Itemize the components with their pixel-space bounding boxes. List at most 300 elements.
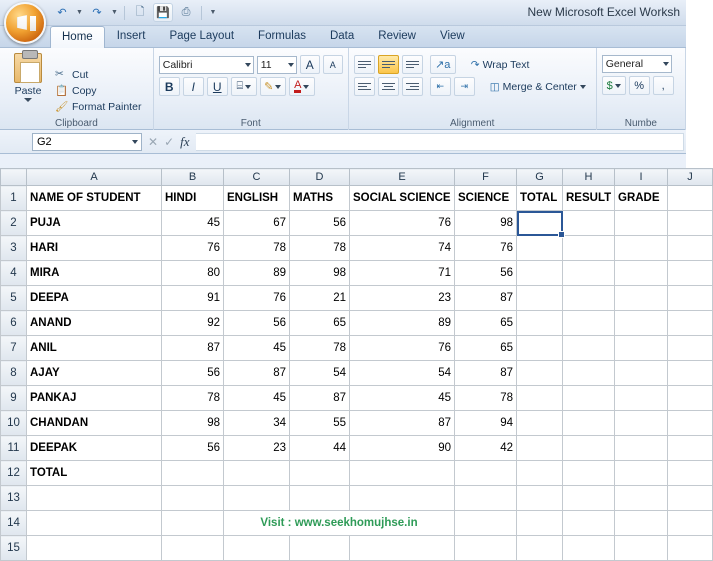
cell-j2[interactable] <box>668 211 713 236</box>
tab-page-layout[interactable]: Page Layout <box>169 30 235 42</box>
font-name-value: Calibri <box>162 58 193 71</box>
cell-j13[interactable] <box>668 486 713 511</box>
paste-label: Paste <box>14 85 42 97</box>
title-bar <box>0 0 686 26</box>
select-all-corner[interactable] <box>1 169 27 186</box>
cell-h9[interactable] <box>563 386 615 411</box>
cell-g8[interactable] <box>517 361 563 386</box>
cell-i6[interactable] <box>615 311 668 336</box>
cell-a1[interactable]: NAME OF STUDENT <box>27 186 162 211</box>
cell-b15[interactable] <box>162 536 224 561</box>
copy-button[interactable] <box>55 84 141 97</box>
cell-e12[interactable] <box>350 461 455 486</box>
fill-color-icon: ✎ <box>264 81 274 93</box>
cell-b5[interactable]: 91 <box>162 286 224 311</box>
redo-dropdown[interactable] <box>110 3 119 22</box>
font-color-icon: A <box>294 79 302 91</box>
cell-c13[interactable] <box>224 486 290 511</box>
increase-indent-icon: ⇥ <box>460 81 469 91</box>
table-row <box>1 411 713 436</box>
shrink-font-button[interactable] <box>323 55 343 74</box>
tab-insert[interactable]: Insert <box>116 30 146 42</box>
cell-j5[interactable] <box>668 286 713 311</box>
align-center-button[interactable] <box>378 77 399 96</box>
number-format-value: General <box>605 58 644 70</box>
cell-i2[interactable] <box>615 211 668 236</box>
shrink-font-icon: A <box>329 59 336 70</box>
cell-b2[interactable]: 45 <box>162 211 224 236</box>
cell-a11[interactable]: DEEPAK <box>27 436 162 461</box>
column-header-f[interactable]: F <box>455 169 517 186</box>
row-header-11[interactable]: 11 <box>1 436 27 461</box>
cell-d2[interactable]: 56 <box>290 211 350 236</box>
cell-a8[interactable]: AJAY <box>27 361 162 386</box>
cell-d13[interactable] <box>290 486 350 511</box>
wrap-text-button[interactable] <box>467 57 534 73</box>
cut-label: Cut <box>72 68 89 81</box>
redo-button[interactable] <box>87 3 107 22</box>
group-label-alignment: Alignment <box>449 118 495 129</box>
cell-g10[interactable] <box>517 411 563 436</box>
save-icon: 💾 <box>156 7 170 19</box>
format-painter-button[interactable] <box>55 100 141 113</box>
align-center-icon <box>382 81 395 92</box>
cell-c6[interactable]: 56 <box>224 311 290 336</box>
cell-d10[interactable]: 55 <box>290 411 350 436</box>
cell-g3[interactable] <box>517 236 563 261</box>
cell-h10[interactable] <box>563 411 615 436</box>
chevron-down-icon <box>24 98 32 102</box>
comma-icon: , <box>661 79 665 92</box>
cell-e5[interactable]: 23 <box>350 286 455 311</box>
cell-h2[interactable] <box>563 211 615 236</box>
toolbar-separator <box>124 6 125 20</box>
cell-g2[interactable] <box>517 211 563 236</box>
number-format-combo[interactable] <box>602 55 672 73</box>
cell-i12[interactable] <box>615 461 668 486</box>
wrap-text-icon: ↷ <box>470 58 480 71</box>
row-header-3[interactable]: 3 <box>1 236 27 261</box>
group-alignment <box>349 48 597 130</box>
cell-b9[interactable]: 78 <box>162 386 224 411</box>
paintbrush-icon: 🖌 <box>55 101 69 113</box>
cell-h14[interactable] <box>563 511 615 536</box>
undo-dropdown[interactable] <box>75 3 84 22</box>
new-document-icon: 🗋 <box>135 6 145 18</box>
spreadsheet-grid[interactable] <box>0 168 693 554</box>
row-header-8[interactable]: 8 <box>1 361 27 386</box>
cell-g4[interactable] <box>517 261 563 286</box>
cell-e13[interactable] <box>350 486 455 511</box>
row-header-12[interactable]: 12 <box>1 461 27 486</box>
column-header-c[interactable]: C <box>224 169 290 186</box>
cell-a2[interactable]: PUJA <box>27 211 162 236</box>
italic-label: I <box>191 79 195 94</box>
tab-view[interactable]: View <box>440 30 465 42</box>
cell-f1[interactable]: SCIENCE <box>455 186 517 211</box>
row-header-4[interactable]: 4 <box>1 261 27 286</box>
bold-button[interactable] <box>159 77 180 96</box>
row-header-1[interactable]: 1 <box>1 186 27 211</box>
cell-a9[interactable]: PANKAJ <box>27 386 162 411</box>
cell-h6[interactable] <box>563 311 615 336</box>
column-header-a[interactable]: A <box>27 169 162 186</box>
enter-formula-icon[interactable]: ✓ <box>164 134 175 149</box>
cell-e9[interactable]: 45 <box>350 386 455 411</box>
tab-home[interactable]: Home <box>50 26 105 48</box>
cell-h7[interactable] <box>563 336 615 361</box>
align-right-icon <box>406 81 419 92</box>
cell-b4[interactable]: 80 <box>162 261 224 286</box>
ribbon-tabs <box>0 26 686 48</box>
cell-e10[interactable]: 87 <box>350 411 455 436</box>
merge-center-label: Merge & Center <box>502 80 577 93</box>
chevron-down-icon <box>288 63 294 67</box>
chevron-down-icon <box>245 63 251 67</box>
borders-icon: ⌸ <box>236 80 244 92</box>
cell-g12[interactable] <box>517 461 563 486</box>
cell-f2[interactable]: 98 <box>455 211 517 236</box>
cell-f15[interactable] <box>455 536 517 561</box>
cell-g14[interactable] <box>517 511 563 536</box>
cell-e2[interactable]: 76 <box>350 211 455 236</box>
percent-icon: % <box>634 79 645 92</box>
cell-d12[interactable] <box>290 461 350 486</box>
table-row <box>1 286 713 311</box>
cell-c12[interactable] <box>224 461 290 486</box>
cell-d5[interactable]: 21 <box>290 286 350 311</box>
cell-f8[interactable]: 87 <box>455 361 517 386</box>
tab-formulas[interactable]: Formulas <box>258 30 306 42</box>
cancel-formula-icon[interactable]: ✕ <box>148 134 159 149</box>
cell-a14[interactable] <box>27 511 162 536</box>
row-header-7[interactable]: 7 <box>1 336 27 361</box>
cell-a6[interactable]: ANAND <box>27 311 162 336</box>
cell-i14[interactable] <box>615 511 668 536</box>
column-header-g[interactable]: G <box>517 169 563 186</box>
cell-c2[interactable]: 67 <box>224 211 290 236</box>
cell-f7[interactable]: 65 <box>455 336 517 361</box>
currency-icon: $ <box>606 79 613 92</box>
chevron-down-icon <box>132 140 138 144</box>
borders-button[interactable] <box>231 77 257 96</box>
cell-i7[interactable] <box>615 336 668 361</box>
formula-input[interactable] <box>196 133 684 151</box>
cell-g13[interactable] <box>517 486 563 511</box>
cell-d4[interactable]: 98 <box>290 261 350 286</box>
chevron-down-icon <box>275 85 281 89</box>
print-button[interactable] <box>176 3 196 22</box>
row-header-2[interactable]: 2 <box>1 211 27 236</box>
cell-f14[interactable] <box>455 511 517 536</box>
cell-f5[interactable]: 87 <box>455 286 517 311</box>
cell-i15[interactable] <box>615 536 668 561</box>
new-button[interactable] <box>130 3 150 22</box>
table-row <box>1 261 713 286</box>
watermark-text: Visit : www.seekhomujhse.in <box>224 511 455 536</box>
align-bottom-icon <box>406 59 419 70</box>
column-header-h[interactable]: H <box>563 169 615 186</box>
cell-b13[interactable] <box>162 486 224 511</box>
cell-j10[interactable] <box>668 411 713 436</box>
column-header-j[interactable]: J <box>668 169 713 186</box>
grow-font-button[interactable] <box>300 55 320 74</box>
cell-c9[interactable]: 45 <box>224 386 290 411</box>
cell-f13[interactable] <box>455 486 517 511</box>
font-color-button[interactable] <box>289 77 315 96</box>
chevron-down-icon <box>303 85 309 89</box>
row-header-14[interactable]: 14 <box>1 511 27 536</box>
insert-function-icon[interactable]: fx <box>180 133 190 149</box>
cell-d15[interactable] <box>290 536 350 561</box>
cell-j3[interactable] <box>668 236 713 261</box>
cell-b8[interactable]: 56 <box>162 361 224 386</box>
column-header-i[interactable]: I <box>615 169 668 186</box>
chevron-down-icon <box>663 62 669 66</box>
column-header-b[interactable]: B <box>162 169 224 186</box>
comma-button[interactable] <box>653 76 674 95</box>
cell-g1[interactable]: TOTAL <box>517 186 563 211</box>
group-label-number: Numbe <box>624 118 657 129</box>
cell-c1[interactable]: ENGLISH <box>224 186 290 211</box>
cell-b11[interactable]: 56 <box>162 436 224 461</box>
cell-c5[interactable]: 76 <box>224 286 290 311</box>
cell-i11[interactable] <box>615 436 668 461</box>
merge-center-icon: ◫ <box>489 80 500 93</box>
cell-a13[interactable] <box>27 486 162 511</box>
cell-j9[interactable] <box>668 386 713 411</box>
group-font <box>154 48 349 130</box>
align-bottom-button[interactable] <box>402 55 423 74</box>
cell-b3[interactable]: 76 <box>162 236 224 261</box>
align-left-button[interactable] <box>354 77 375 96</box>
cell-h11[interactable] <box>563 436 615 461</box>
cell-h5[interactable] <box>563 286 615 311</box>
cell-j12[interactable] <box>668 461 713 486</box>
cell-e11[interactable]: 90 <box>350 436 455 461</box>
cell-e1[interactable]: SOCIAL SCIENCE <box>350 186 455 211</box>
bold-label: B <box>164 79 174 94</box>
cell-a5[interactable]: DEEPA <box>27 286 162 311</box>
row-header-6[interactable]: 6 <box>1 311 27 336</box>
row-header-10[interactable]: 10 <box>1 411 27 436</box>
group-label-font: Font <box>240 118 261 129</box>
cell-i10[interactable] <box>615 411 668 436</box>
align-right-button[interactable] <box>402 77 423 96</box>
formula-bar-buttons <box>142 134 196 150</box>
cell-g15[interactable] <box>517 536 563 561</box>
cell-h13[interactable] <box>563 486 615 511</box>
copy-label: Copy <box>72 84 97 97</box>
merge-center-button[interactable] <box>486 79 590 95</box>
cell-d11[interactable]: 44 <box>290 436 350 461</box>
table-row <box>1 461 713 486</box>
cell-b12[interactable] <box>162 461 224 486</box>
cell-d9[interactable]: 87 <box>290 386 350 411</box>
table-row <box>1 336 713 361</box>
chevron-down-icon: ▼ <box>111 9 118 16</box>
cell-e3[interactable]: 74 <box>350 236 455 261</box>
cell-c15[interactable] <box>224 536 290 561</box>
cell-a3[interactable]: HARI <box>27 236 162 261</box>
font-size-combo[interactable] <box>257 56 297 74</box>
cell-b6[interactable]: 92 <box>162 311 224 336</box>
tab-data[interactable]: Data <box>329 30 355 42</box>
increase-indent-button[interactable] <box>454 77 475 96</box>
cell-j11[interactable] <box>668 436 713 461</box>
row-header-9[interactable]: 9 <box>1 386 27 411</box>
cell-a4[interactable]: MIRA <box>27 261 162 286</box>
align-middle-icon <box>382 59 395 70</box>
cell-f11[interactable]: 42 <box>455 436 517 461</box>
row-header-15[interactable]: 15 <box>1 536 27 561</box>
cell-i4[interactable] <box>615 261 668 286</box>
group-number <box>597 48 686 130</box>
group-clipboard <box>0 48 154 130</box>
window-title: New Microsoft Excel Worksh <box>527 5 680 19</box>
cell-c4[interactable]: 89 <box>224 261 290 286</box>
decrease-indent-button[interactable] <box>430 77 451 96</box>
cell-a15[interactable] <box>27 536 162 561</box>
undo-button[interactable] <box>52 3 72 22</box>
cell-e15[interactable] <box>350 536 455 561</box>
column-header-row <box>1 169 713 186</box>
cell-d3[interactable]: 78 <box>290 236 350 261</box>
table-row <box>1 536 713 561</box>
cell-b14[interactable] <box>162 511 224 536</box>
cell-j8[interactable] <box>668 361 713 386</box>
cell-i5[interactable] <box>615 286 668 311</box>
cell-d8[interactable]: 54 <box>290 361 350 386</box>
chevron-down-icon <box>580 85 586 89</box>
cell-f10[interactable]: 94 <box>455 411 517 436</box>
cell-j1[interactable] <box>668 186 713 211</box>
cell-a7[interactable]: ANIL <box>27 336 162 361</box>
cell-h4[interactable] <box>563 261 615 286</box>
customize-quick-access-button[interactable] <box>207 3 219 22</box>
table-row <box>1 186 713 211</box>
cell-b10[interactable]: 98 <box>162 411 224 436</box>
table-row <box>1 511 713 536</box>
cell-c7[interactable]: 45 <box>224 336 290 361</box>
table-row <box>1 361 713 386</box>
cell-e6[interactable]: 89 <box>350 311 455 336</box>
name-box[interactable] <box>32 133 142 151</box>
wrap-text-label: Wrap Text <box>482 58 530 71</box>
align-middle-button[interactable] <box>378 55 399 74</box>
currency-button[interactable] <box>602 76 626 95</box>
table-row <box>1 311 713 336</box>
cell-j4[interactable] <box>668 261 713 286</box>
cell-b1[interactable]: HINDI <box>162 186 224 211</box>
cell-h8[interactable] <box>563 361 615 386</box>
cell-j7[interactable] <box>668 336 713 361</box>
cell-c11[interactable]: 23 <box>224 436 290 461</box>
decrease-indent-icon: ⇤ <box>436 81 445 91</box>
italic-button[interactable] <box>183 77 204 96</box>
cell-h3[interactable] <box>563 236 615 261</box>
cell-b7[interactable]: 87 <box>162 336 224 361</box>
cell-e8[interactable]: 54 <box>350 361 455 386</box>
chevron-down-icon: ▼ <box>76 9 83 16</box>
cell-g6[interactable] <box>517 311 563 336</box>
cell-j14[interactable] <box>668 511 713 536</box>
cell-e7[interactable]: 76 <box>350 336 455 361</box>
cell-h1[interactable]: RESULT <box>563 186 615 211</box>
column-header-e[interactable]: E <box>350 169 455 186</box>
row-header-13[interactable]: 13 <box>1 486 27 511</box>
tab-review[interactable]: Review <box>378 30 416 42</box>
copy-icon: 📋 <box>55 85 69 97</box>
orientation-icon: ↗a <box>435 59 451 71</box>
chevron-down-icon: ▼ <box>209 9 217 16</box>
underline-label: U <box>212 79 222 94</box>
orientation-button[interactable] <box>430 55 456 74</box>
cell-d6[interactable]: 65 <box>290 311 350 336</box>
format-painter-label: Format Painter <box>72 100 142 113</box>
font-name-combo[interactable] <box>159 56 254 74</box>
cell-f12[interactable] <box>455 461 517 486</box>
underline-button[interactable] <box>207 77 228 96</box>
cell-e4[interactable]: 71 <box>350 261 455 286</box>
cell-g5[interactable] <box>517 286 563 311</box>
cell-d1[interactable]: MATHS <box>290 186 350 211</box>
align-top-icon <box>358 59 371 70</box>
cell-j6[interactable] <box>668 311 713 336</box>
table-row <box>1 486 713 511</box>
cell-f4[interactable]: 56 <box>455 261 517 286</box>
cell-i8[interactable] <box>615 361 668 386</box>
cell-i13[interactable] <box>615 486 668 511</box>
toolbar-separator <box>201 6 202 20</box>
column-header-d[interactable]: D <box>290 169 350 186</box>
cut-button[interactable] <box>55 68 141 81</box>
cell-f6[interactable]: 65 <box>455 311 517 336</box>
office-button[interactable] <box>4 2 46 44</box>
cell-i1[interactable]: GRADE <box>615 186 668 211</box>
percent-button[interactable] <box>629 76 650 95</box>
table-row <box>1 211 713 236</box>
formula-bar <box>0 130 686 154</box>
save-button[interactable] <box>153 3 173 22</box>
cell-c8[interactable]: 87 <box>224 361 290 386</box>
fill-color-button[interactable] <box>260 77 286 96</box>
cell-h12[interactable] <box>563 461 615 486</box>
table-row <box>1 236 713 261</box>
cell-f3[interactable]: 76 <box>455 236 517 261</box>
cell-g9[interactable] <box>517 386 563 411</box>
align-top-button[interactable] <box>354 55 375 74</box>
cell-h15[interactable] <box>563 536 615 561</box>
cell-j15[interactable] <box>668 536 713 561</box>
cell-a12[interactable]: TOTAL <box>27 461 162 486</box>
cell-c10[interactable]: 34 <box>224 411 290 436</box>
font-size-value: 11 <box>260 58 272 71</box>
cell-g11[interactable] <box>517 436 563 461</box>
undo-icon: ↶ <box>57 7 67 19</box>
row-header-5[interactable]: 5 <box>1 286 27 311</box>
cell-c3[interactable]: 78 <box>224 236 290 261</box>
cell-a10[interactable]: CHANDAN <box>27 411 162 436</box>
cell-f9[interactable]: 78 <box>455 386 517 411</box>
cell-d7[interactable]: 78 <box>290 336 350 361</box>
cell-i3[interactable] <box>615 236 668 261</box>
cell-i9[interactable] <box>615 386 668 411</box>
chevron-down-icon <box>245 85 251 89</box>
cell-g7[interactable] <box>517 336 563 361</box>
chevron-down-icon <box>615 84 621 88</box>
print-icon: ⎙ <box>181 6 191 18</box>
